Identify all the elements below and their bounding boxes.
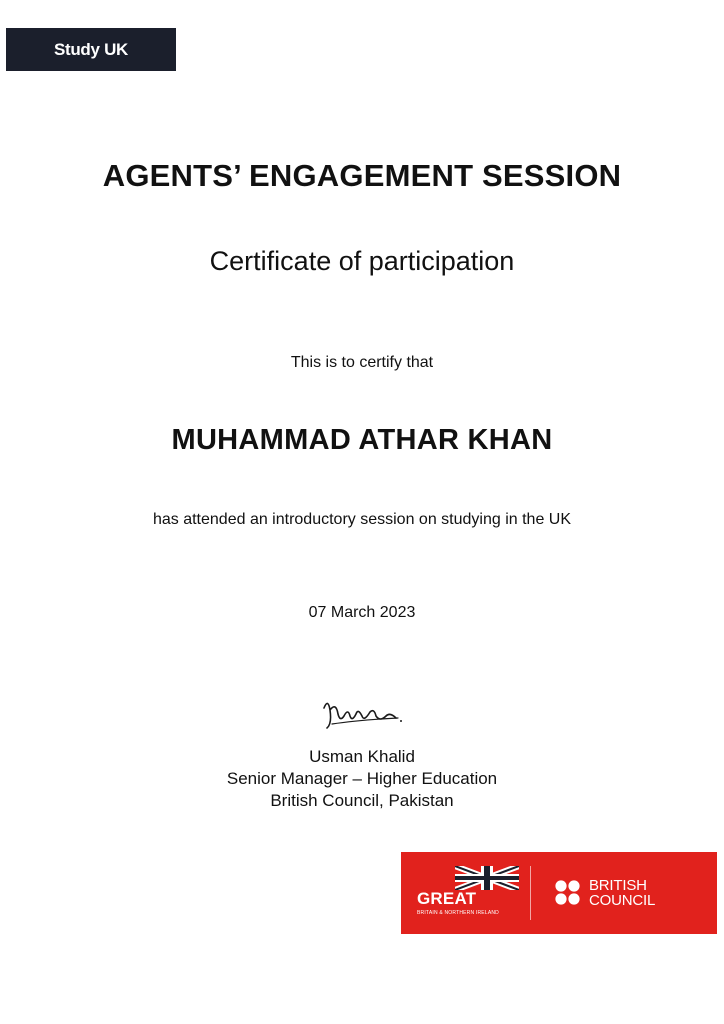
signatory-organization: British Council, Pakistan [270,791,454,810]
study-uk-label: Study UK [53,39,129,59]
great-britain-logo [415,866,515,920]
signature [318,694,408,734]
attendance-description: has attended an introductory session on studying in the UK [152,511,572,528]
british-council-logo-icon [554,879,584,909]
great-label: GREAT [417,889,477,908]
certificate-title: AGENTS’ ENGAGEMENT SESSION [102,158,622,193]
great-subtitle: BRITAIN & NORTHERN IRELAND [417,910,499,916]
certificate-date: 07 March 2023 [308,604,416,621]
british-council-line1: BRITISH [589,877,647,894]
certify-text: This is to certify that [290,354,434,371]
footer-logo-banner [401,852,717,934]
certificate-subtitle: Certificate of participation [209,246,515,276]
signatory-name: Usman Khalid [309,747,415,766]
british-council-line2: COUNCIL [589,892,656,909]
union-flag-icon [455,866,519,890]
study-uk-badge [6,28,176,71]
recipient-name: MUHAMMAD ATHAR KHAN [171,424,553,456]
british-council-wordmark [589,878,655,908]
logo-divider [530,866,531,920]
signatory-role: Senior Manager – Higher Education [226,769,498,788]
